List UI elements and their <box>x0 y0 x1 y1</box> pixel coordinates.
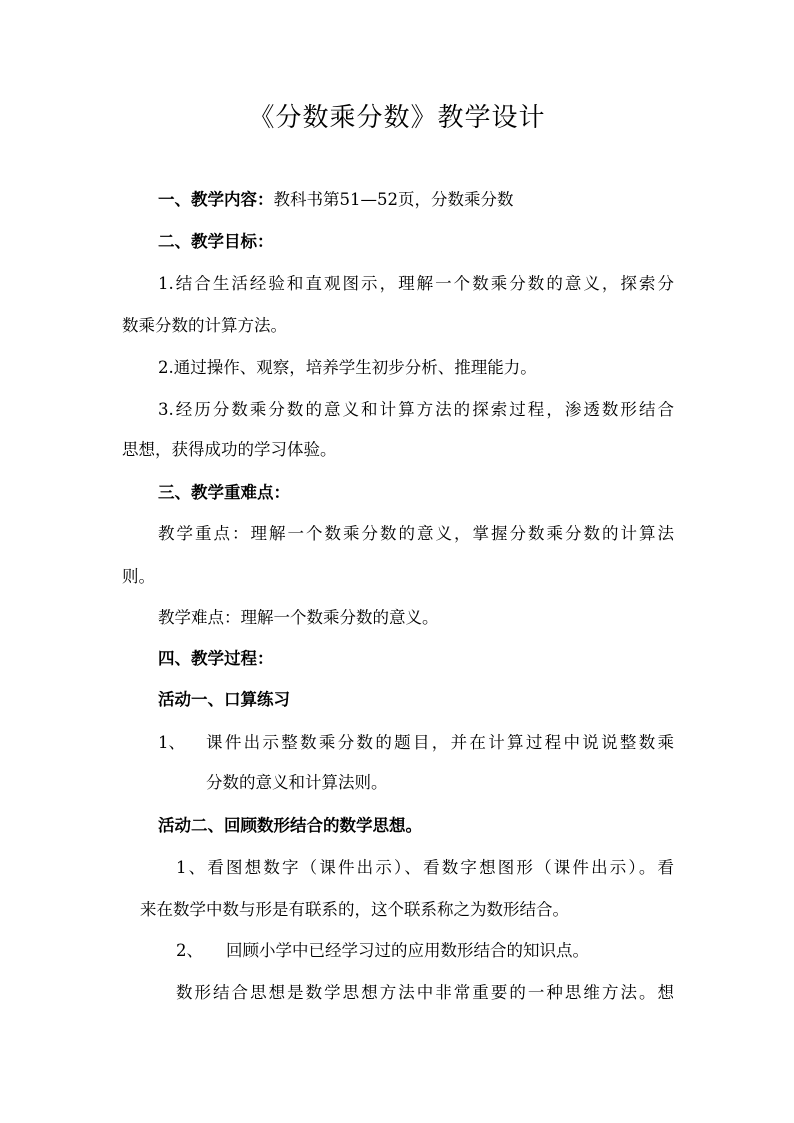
objective-1-line-2: 数乘分数的计算方法。 <box>122 316 287 335</box>
key-point-line-2: 则。 <box>122 567 155 586</box>
section-heading-key-points: 三、教学重难点： <box>158 483 290 502</box>
section-content-line <box>158 188 514 212</box>
objective-3-line-1: 3.经历分数乘分数的意义和计算方法的探索过程，渗透数形结合 <box>158 400 674 419</box>
activity-2-item-2-number: 2、 <box>176 941 203 960</box>
section-heading-process: 四、教学过程： <box>158 649 274 668</box>
difficult-point: 教学难点：理解一个数乘分数的意义。 <box>158 608 439 627</box>
document-title: 《分数乘分数》教学设计 <box>248 103 546 133</box>
section-heading-content: 一、教学内容： <box>158 190 274 209</box>
content-text: 教科书第51—52页，分数乘分数 <box>273 190 514 209</box>
objective-3-line-2: 思想，获得成功的学习体验。 <box>122 440 337 459</box>
section-heading-objectives: 二、教学目标： <box>158 232 274 251</box>
activity-2-paragraph: 数形结合思想是数学思想方法中非常重要的一种思维方法。想 <box>176 983 674 1002</box>
objective-1-line-1: 1.结合生活经验和直观图示，理解一个数乘分数的意义，探索分 <box>158 274 674 293</box>
activity-2-item-2-text: 回顾小学中已经学习过的应用数形结合的知识点。 <box>226 941 589 960</box>
activity-1-item-line-1: 课件出示整数乘分数的题目，并在计算过程中说说整数乘 <box>206 733 674 752</box>
activity-1-item-number: 1、 <box>158 733 185 752</box>
activity-1-heading: 活动一、口算练习 <box>158 690 290 709</box>
key-point-line-1: 教学重点：理解一个数乘分数的意义，掌握分数乘分数的计算法 <box>158 524 674 543</box>
objective-2: 2.通过操作、观察，培养学生初步分析、推理能力。 <box>158 358 537 377</box>
activity-2-item-1-line-2: 来在数学中数与形是有联系的，这个联系称之为数形结合。 <box>140 900 569 919</box>
activity-1-item-line-2: 分数的意义和计算法则。 <box>206 773 388 792</box>
activity-2-heading: 活动二、回顾数形结合的数学思想。 <box>158 816 422 835</box>
activity-2-item-1-line-1: 1、看图想数字（课件出示）、看数字想图形（课件出示）。看 <box>176 858 674 877</box>
